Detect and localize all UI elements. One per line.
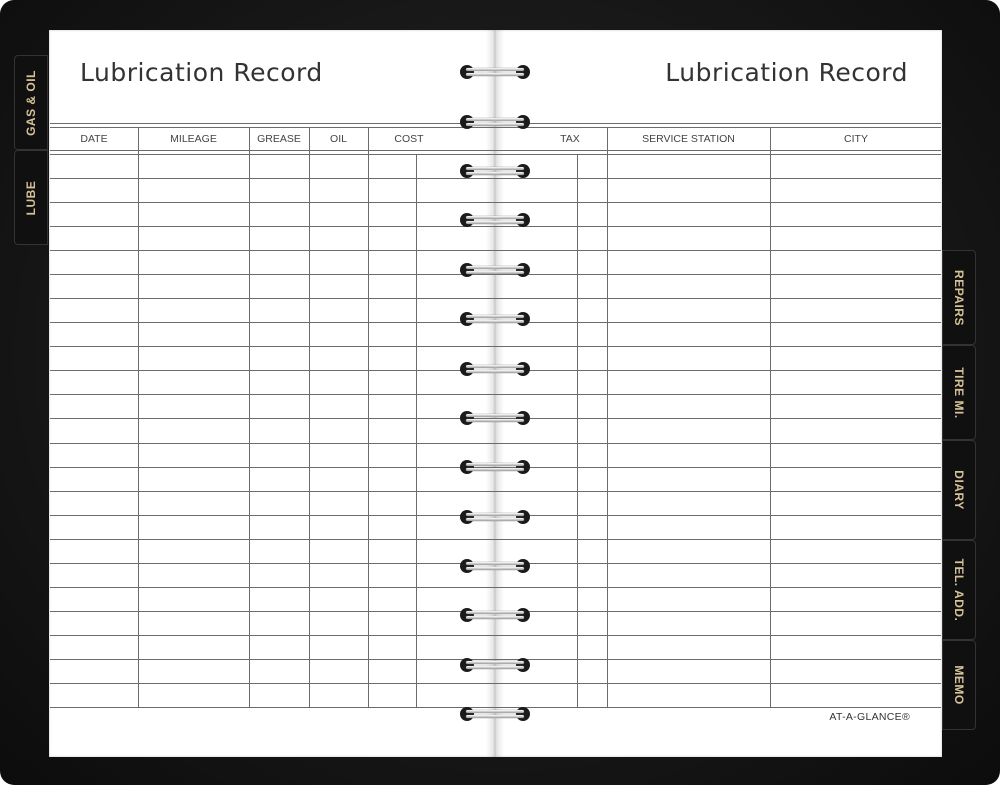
- row-line: [50, 635, 495, 636]
- row-line: [495, 250, 941, 251]
- tab-tire-mi[interactable]: [942, 345, 976, 440]
- ring-wire: [466, 468, 524, 471]
- ring-wire: [466, 266, 524, 269]
- ring-wire: [466, 68, 524, 71]
- row-line: [50, 563, 495, 564]
- row-line: [495, 491, 941, 492]
- row-line: [50, 226, 495, 227]
- brand-logo: AT-A-GLANCE®: [829, 711, 910, 723]
- tab-gas-and-oil[interactable]: [14, 55, 48, 150]
- ring-wire: [466, 315, 524, 318]
- row-line: [50, 467, 495, 468]
- row-line: [495, 346, 941, 347]
- row-line: [495, 587, 941, 588]
- column-divider: [770, 127, 771, 707]
- ring-wire: [466, 167, 524, 170]
- row-line: [495, 418, 941, 419]
- row-line: [495, 178, 941, 179]
- spiral-ring: [460, 558, 530, 574]
- row-line: [495, 515, 941, 516]
- row-line: [495, 467, 941, 468]
- row-line: [495, 683, 941, 684]
- column-header-tax: TAX: [560, 133, 580, 145]
- ring-wire: [466, 715, 524, 718]
- tab-gas-and-oil-label: GAS & OIL: [24, 69, 38, 136]
- column-divider: [607, 127, 608, 707]
- row-line: [50, 539, 495, 540]
- ring-wire: [466, 666, 524, 669]
- row-line: [495, 563, 941, 564]
- ring-wire: [466, 616, 524, 619]
- row-line: [50, 274, 495, 275]
- spiral-ring: [460, 657, 530, 673]
- ring-wire: [466, 518, 524, 521]
- row-line: [495, 226, 941, 227]
- header-rule-bottom: [50, 150, 495, 151]
- ring-wire: [466, 221, 524, 224]
- ring-wire: [466, 419, 524, 422]
- tab-diary[interactable]: [942, 440, 976, 540]
- header-rule-top: [50, 123, 495, 124]
- ring-wire: [466, 73, 524, 76]
- row-line: [495, 298, 941, 299]
- row-line: [495, 707, 941, 708]
- column-divider: [249, 127, 250, 707]
- row-line: [495, 370, 941, 371]
- row-line: [495, 443, 941, 444]
- ring-wire: [466, 172, 524, 175]
- tab-memo-label: MEMO: [952, 665, 966, 705]
- column-divider: [138, 127, 139, 707]
- row-line: [50, 154, 495, 155]
- row-line: [50, 394, 495, 395]
- spiral-ring: [460, 163, 530, 179]
- row-line: [50, 322, 495, 323]
- row-line: [50, 298, 495, 299]
- tab-repairs[interactable]: [942, 250, 976, 345]
- column-divider: [309, 127, 310, 707]
- ring-wire: [466, 320, 524, 323]
- row-line: [50, 418, 495, 419]
- row-line: [495, 539, 941, 540]
- column-header-oil: OIL: [330, 133, 347, 145]
- spiral-ring: [460, 361, 530, 377]
- row-line: [495, 322, 941, 323]
- row-line: [50, 491, 495, 492]
- tab-tel-add-label: TEL. ADD.: [952, 558, 966, 622]
- row-line: [50, 659, 495, 660]
- tab-lube-label: LUBE: [24, 180, 38, 215]
- row-line: [50, 683, 495, 684]
- column-header-mileage: MILEAGE: [170, 133, 217, 145]
- column-header-city: CITY: [844, 133, 868, 145]
- tab-lube[interactable]: [14, 150, 48, 245]
- ring-wire: [466, 216, 524, 219]
- column-header-date: DATE: [80, 133, 108, 145]
- cost-cents-divider: [416, 154, 417, 707]
- spiral-ring: [460, 311, 530, 327]
- spiral-ring: [460, 509, 530, 525]
- row-line: [50, 178, 495, 179]
- spiral-ring: [460, 262, 530, 278]
- row-line: [495, 659, 941, 660]
- header-rule-bottom: [495, 150, 941, 151]
- tab-repairs-label: REPAIRS: [952, 269, 966, 326]
- row-line: [495, 611, 941, 612]
- tax-cents-divider: [577, 154, 578, 707]
- ring-wire: [466, 370, 524, 373]
- column-divider: [368, 127, 369, 707]
- column-header-service-station: SERVICE STATION: [642, 133, 735, 145]
- row-line: [495, 202, 941, 203]
- row-line: [50, 346, 495, 347]
- tab-tire-mi-label: TIRE MI.: [952, 366, 966, 419]
- header-rule-top: [495, 123, 941, 124]
- spiral-ring: [460, 64, 530, 80]
- spiral-ring: [460, 607, 530, 623]
- ring-wire: [466, 611, 524, 614]
- row-line: [50, 370, 495, 371]
- header-rule-inner: [50, 127, 495, 128]
- tab-diary-label: DIARY: [952, 470, 966, 510]
- ring-wire: [466, 365, 524, 368]
- ring-wire: [466, 123, 524, 126]
- row-line: [50, 707, 495, 708]
- ring-wire: [466, 118, 524, 121]
- ring-wire: [466, 562, 524, 565]
- ring-wire: [466, 661, 524, 664]
- spiral-ring: [460, 410, 530, 426]
- row-line: [50, 611, 495, 612]
- ring-wire: [466, 513, 524, 516]
- row-line: [50, 443, 495, 444]
- row-line: [495, 274, 941, 275]
- row-line: [495, 635, 941, 636]
- ring-wire: [466, 567, 524, 570]
- header-rule-inner: [495, 127, 941, 128]
- spiral-ring: [460, 706, 530, 722]
- row-line: [495, 154, 941, 155]
- tab-memo[interactable]: [942, 640, 976, 730]
- ring-wire: [466, 271, 524, 274]
- row-line: [495, 394, 941, 395]
- spiral-ring: [460, 212, 530, 228]
- row-line: [50, 250, 495, 251]
- ring-wire: [466, 710, 524, 713]
- row-line: [50, 587, 495, 588]
- tab-tel-add[interactable]: [942, 540, 976, 640]
- spiral-ring: [460, 459, 530, 475]
- row-line: [50, 202, 495, 203]
- right-page-title: Lubrication Record: [665, 58, 908, 87]
- ring-wire: [466, 414, 524, 417]
- column-header-cost: COST: [394, 133, 424, 145]
- left-page-title: Lubrication Record: [80, 58, 323, 87]
- column-header-grease: GREASE: [257, 133, 301, 145]
- row-line: [50, 515, 495, 516]
- ring-wire: [466, 463, 524, 466]
- spiral-ring: [460, 114, 530, 130]
